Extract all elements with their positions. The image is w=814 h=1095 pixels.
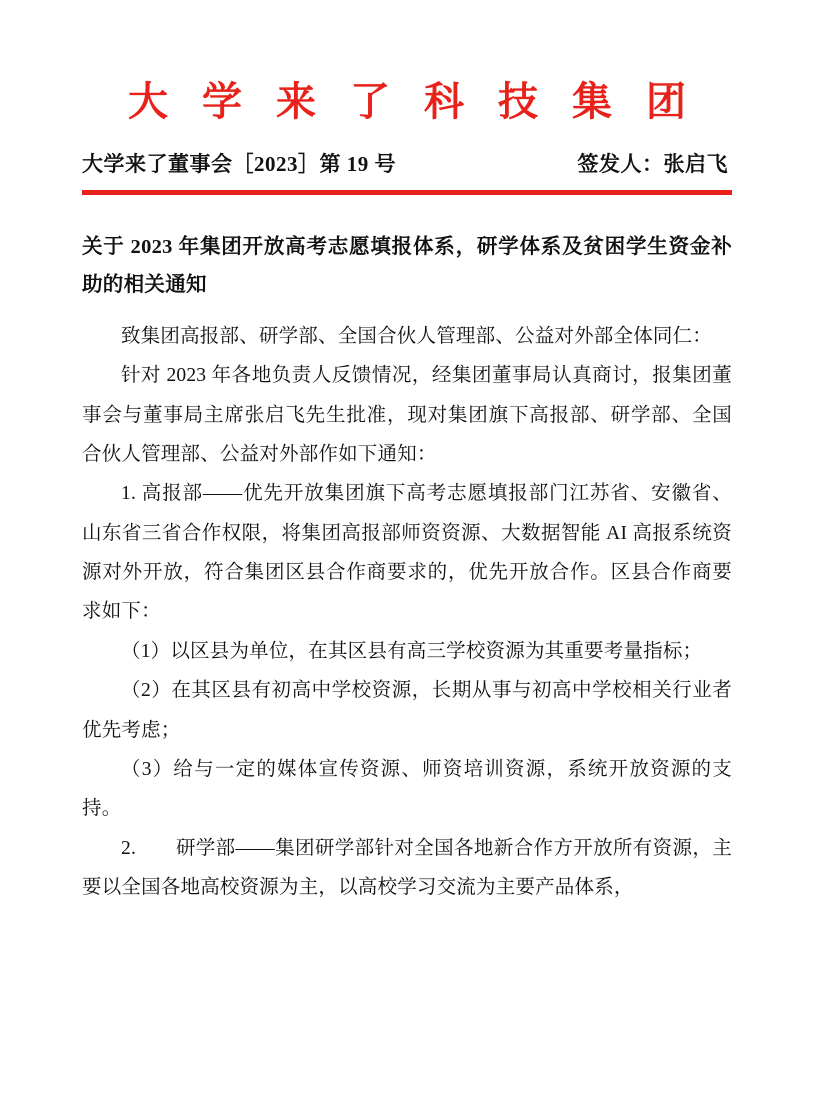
document-number: 大学来了董事会［2023］第 19 号: [82, 152, 396, 176]
paragraph: 2. 研学部——集团研学部针对全国各地新合作方开放所有资源，主要以全国各地高校资源为主，以高校学习交流为主要产品体系，: [82, 837, 732, 899]
paragraph: 针对 2023 年各地负责人反馈情况，经集团董事局认真商讨，报集团董事会与董事局主席张启飞先生批准，现对集团旗下高报部、研学部、全国合伙人管理部、公益对外部作如下通知：: [82, 365, 732, 465]
paragraph: 1. 高报部——优先开放集团旗下高考志愿填报部门江苏省、安徽省、山东省三省合作权限，将集团高报部师资资源、大数据智能 AI 高报系统资源对外开放，符合集团区县合作商要求的，优先开放合作。区县合作商要求如下：: [82, 483, 732, 623]
document-title: 关于 2023 年集团开放高考志愿填报体系，研学体系及贫困学生资金补助的相关通知: [82, 236, 732, 296]
paragraph: 致集团高报部、研学部、全国合伙人管理部、公益对外部全体同仁：: [121, 325, 713, 347]
document-issuer: 签发人：张启飞: [577, 152, 728, 176]
organization-title: 大 学 来 了 科 技 集 团: [128, 79, 698, 124]
document-body: [82, 317, 732, 908]
masthead: [82, 0, 732, 126]
document-header-row: [82, 148, 732, 178]
red-divider-rule: [82, 190, 732, 195]
paragraph: （3）给与一定的媒体宣传资源、师资培训资源，系统开放资源的支持。: [82, 758, 732, 820]
paragraph: （1）以区县为单位，在其区县有高三学校资源为其重要考量指标；: [121, 640, 703, 662]
paragraph: （2）在其区县有初高中学校资源，长期从事与初高中学校相关行业者优先考虑；: [82, 680, 732, 741]
